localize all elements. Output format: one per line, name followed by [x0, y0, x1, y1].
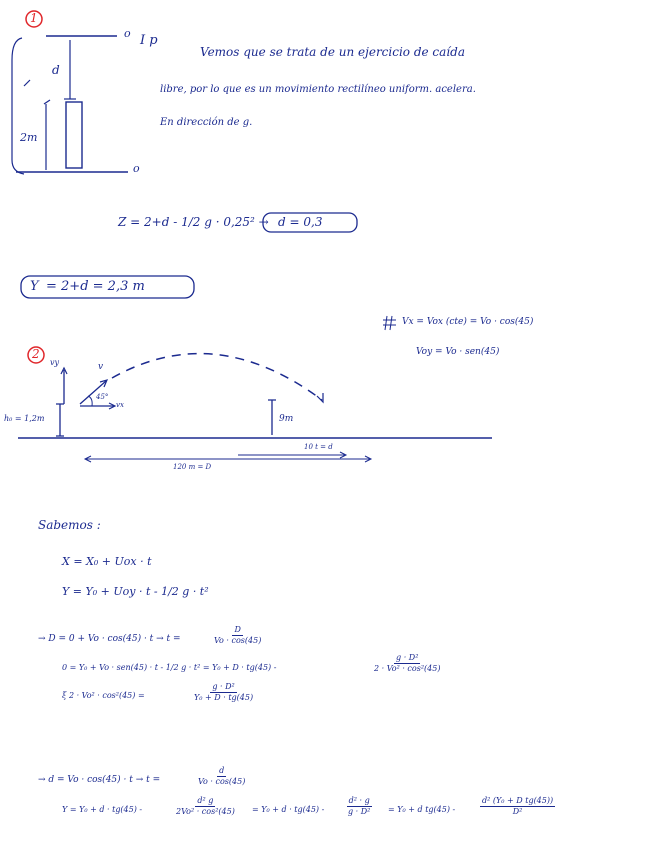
sabemos-heading: Sabemos : [38, 518, 101, 532]
text-line-1: Vemos que se trata de un ejercicio de caída [200, 45, 465, 59]
step1-line-b: 0 = Y₀ + Vo · sen(45) · t - 1/2 g · t² = Y₀ + D · tg(45) - [62, 663, 277, 672]
label-d: d [52, 63, 60, 77]
height-bracket [12, 38, 24, 174]
step1-c-num: g · D² [210, 683, 236, 693]
step1-line-c: ξ 2 · Vo² · cos²(45) = [62, 691, 145, 700]
step2-b-den-1: 2Vo² · cos²(45) [176, 807, 235, 817]
note-vx: Vx = Vox (cte) = Vo · cos(45) [402, 317, 534, 327]
step2-b-fraction-1 [174, 797, 237, 817]
marker-2-label: 2 [32, 347, 40, 361]
equation-1: Z = 2+d - 1/2 g · 0,25² → [118, 215, 269, 229]
step2-b-fraction-2 [346, 797, 372, 817]
step1-c-fraction [192, 683, 255, 703]
label-small-d: 10 t = d [304, 443, 333, 451]
label-bottom-o: o [133, 162, 140, 175]
step1-a-den: Vo · cos(45) [214, 636, 262, 646]
label-9m: 9m [279, 414, 294, 424]
step1-b-num: g · D² [394, 654, 420, 664]
label-v: v [98, 362, 104, 372]
label-2m: 2m [20, 131, 38, 144]
step2-b-den-2: g · D² [348, 807, 371, 817]
step2-line-b: Y = Y₀ + d · tg(45) - [62, 805, 143, 814]
label-h0: h₀ = 1,2m [4, 414, 45, 423]
step2-b-fraction-3 [480, 797, 555, 817]
step2-line-a: → d = Vo · cos(45) · t → t = [38, 775, 161, 785]
step2-line-b-mid2: = Y₀ + d tg(45) - [388, 805, 456, 814]
formula-y: Y = Y₀ + Uoy · t - 1/2 g · t² [62, 585, 209, 598]
label-top-o: o [124, 27, 131, 40]
equation-1-result: d = 0,3 [278, 215, 323, 229]
equation-2-y: Y [30, 279, 39, 294]
step1-a-fraction [212, 626, 263, 646]
step1-c-den: Y₀ + D · tg(45) [194, 693, 254, 703]
note-voy: Voy = Vo · sen(45) [416, 347, 500, 357]
step2-b-num-2: d² · g [347, 797, 372, 807]
step2-b-den-3: D² [512, 807, 523, 817]
body-rect [66, 102, 82, 168]
equation-2-value: = 2+d = 2,3 m [46, 279, 145, 294]
label-vy: vy [50, 358, 60, 367]
label-angle: 45° [96, 393, 109, 401]
formula-x: X = X₀ + Uox · t [62, 555, 152, 568]
label-big-D: 120 m = D [173, 463, 212, 471]
launch-height-mark [56, 404, 64, 436]
step2-a-fraction [196, 767, 247, 787]
label-ip: I p [140, 33, 158, 48]
step2-b-num-3: d² (Y₀ + D tg(45)) [480, 797, 555, 807]
text-line-3: En dirección de g. [160, 117, 253, 128]
text-line-2: libre, por lo que es un movimiento rectilíneo uniform. acelera. [160, 84, 476, 95]
trajectory-path [112, 354, 322, 400]
step2-b-num-1: d² g [195, 797, 215, 807]
step1-a-num: D [232, 626, 242, 636]
step1-b-fraction [372, 654, 442, 674]
step1-line-a: → D = 0 + Vo · cos(45) · t → t = [38, 634, 181, 644]
step2-a-den: Vo · cos(45) [198, 777, 246, 787]
post-9m [268, 400, 276, 435]
step2-line-b-mid: = Y₀ + d · tg(45) - [252, 805, 325, 814]
marker-1-label: 1 [30, 11, 38, 25]
step1-b-den: 2 · Vo² · cos²(45) [374, 664, 441, 674]
label-vx: vx [116, 401, 124, 409]
step2-a-num: d [217, 767, 226, 777]
